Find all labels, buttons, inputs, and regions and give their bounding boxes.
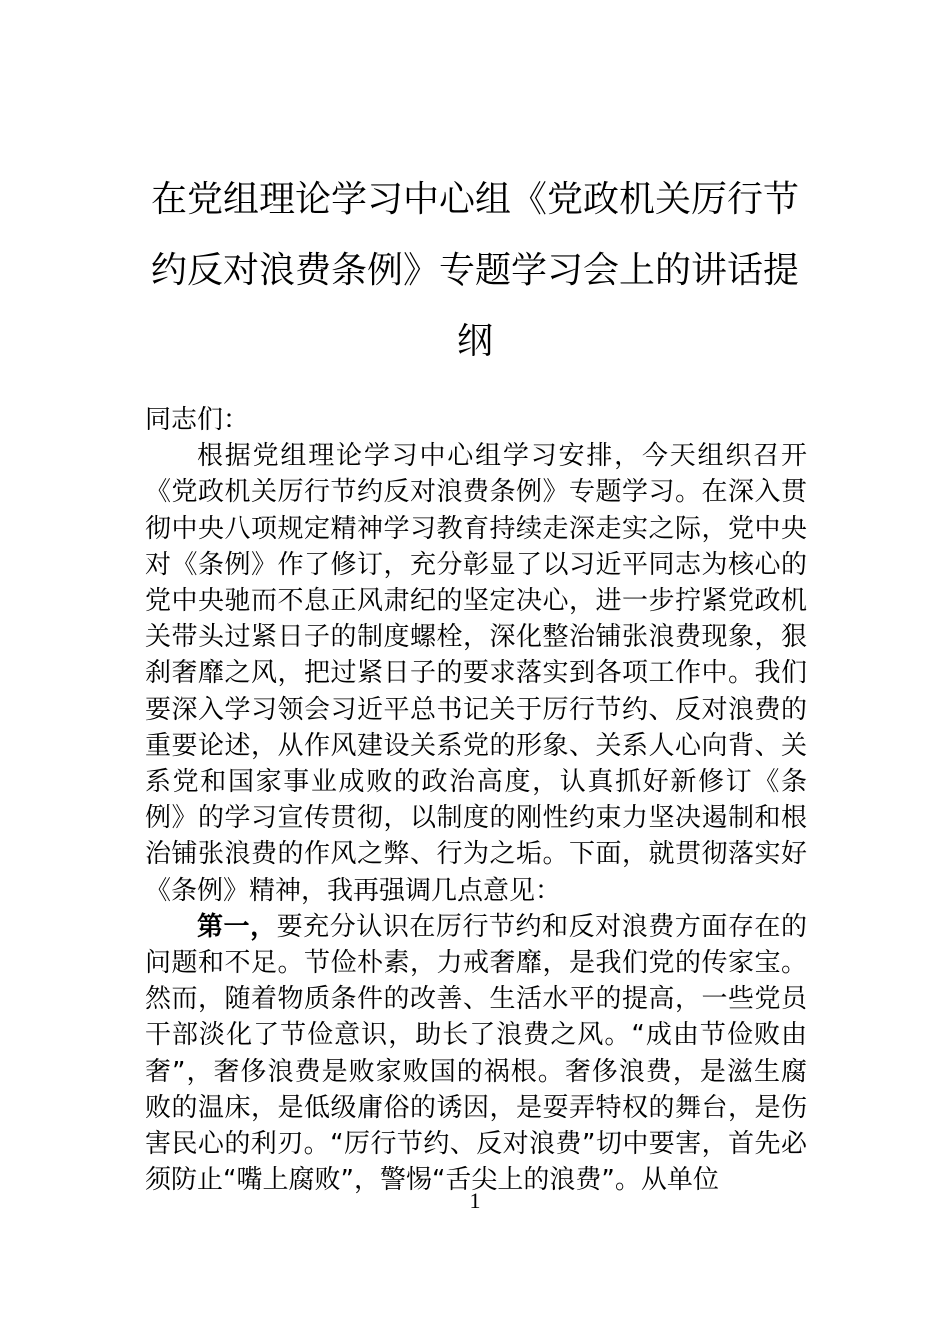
page-number: 1 [469,1188,481,1213]
salutation: 同志们： [145,405,250,435]
paragraph-point-one-text: 要充分认识在厉行节约和反对浪费方面存在的问题和不足。节俭朴素，力戒奢靡，是我们党的传家宝。然而，随着物质条件的改善、生活水平的提高，一些党员干部淡化了节俭意识，助长了浪费之风。“成由节俭败由奢”，奢侈浪费是败家败国的祸根。奢侈浪费，是滋生腐败的温床，是低级庸俗的诱因，是耍弄特权的舞台，是伤害民心的利刃。“厉行节约、反对浪费”切中要害，首先必须防止“嘴上腐败”，警惕“舌尖上的浪费”。从单位 [145,911,807,1196]
paragraph-intro [145,438,807,909]
paragraph-intro-text: 根据党组理论学习中心组学习安排，今天组织召开《党政机关厉行节约反对浪费条例》专题学习。在深入贯彻中央八项规定精神学习教育持续走深走实之际，党中央对《条例》作了修订，充分彰显了以习近平同志为核心的党中央驰而不息正风肃纪的坚定决心，进一步拧紧党政机关带头过紧日子的制度螺栓，深化整治铺张浪费现象，狠刹奢靡之风，把过紧日子的要求落实到各项工作中。我们要深入学习领会习近平总书记关于厉行节约、反对浪费的重要论述，从作风建设关系党的形象、关系人心向背、关系党和国家事业成败的政治高度，认真抓好新修订《条例》的学习宣传贯彻，以制度的刚性约束力坚决遏制和根治铺张浪费的作风之弊、行为之垢。下面，就贯彻落实好《条例》精神，我再强调几点意见： [145,441,807,906]
paragraph-point-one [145,909,807,1199]
document-title: 在党组理论学习中心组《党政机关厉行节约反对浪费条例》专题学习会上的讲话提纲 [150,179,799,362]
paragraph-point-one-lead: 第一， [197,911,277,942]
document-body [145,402,807,1198]
